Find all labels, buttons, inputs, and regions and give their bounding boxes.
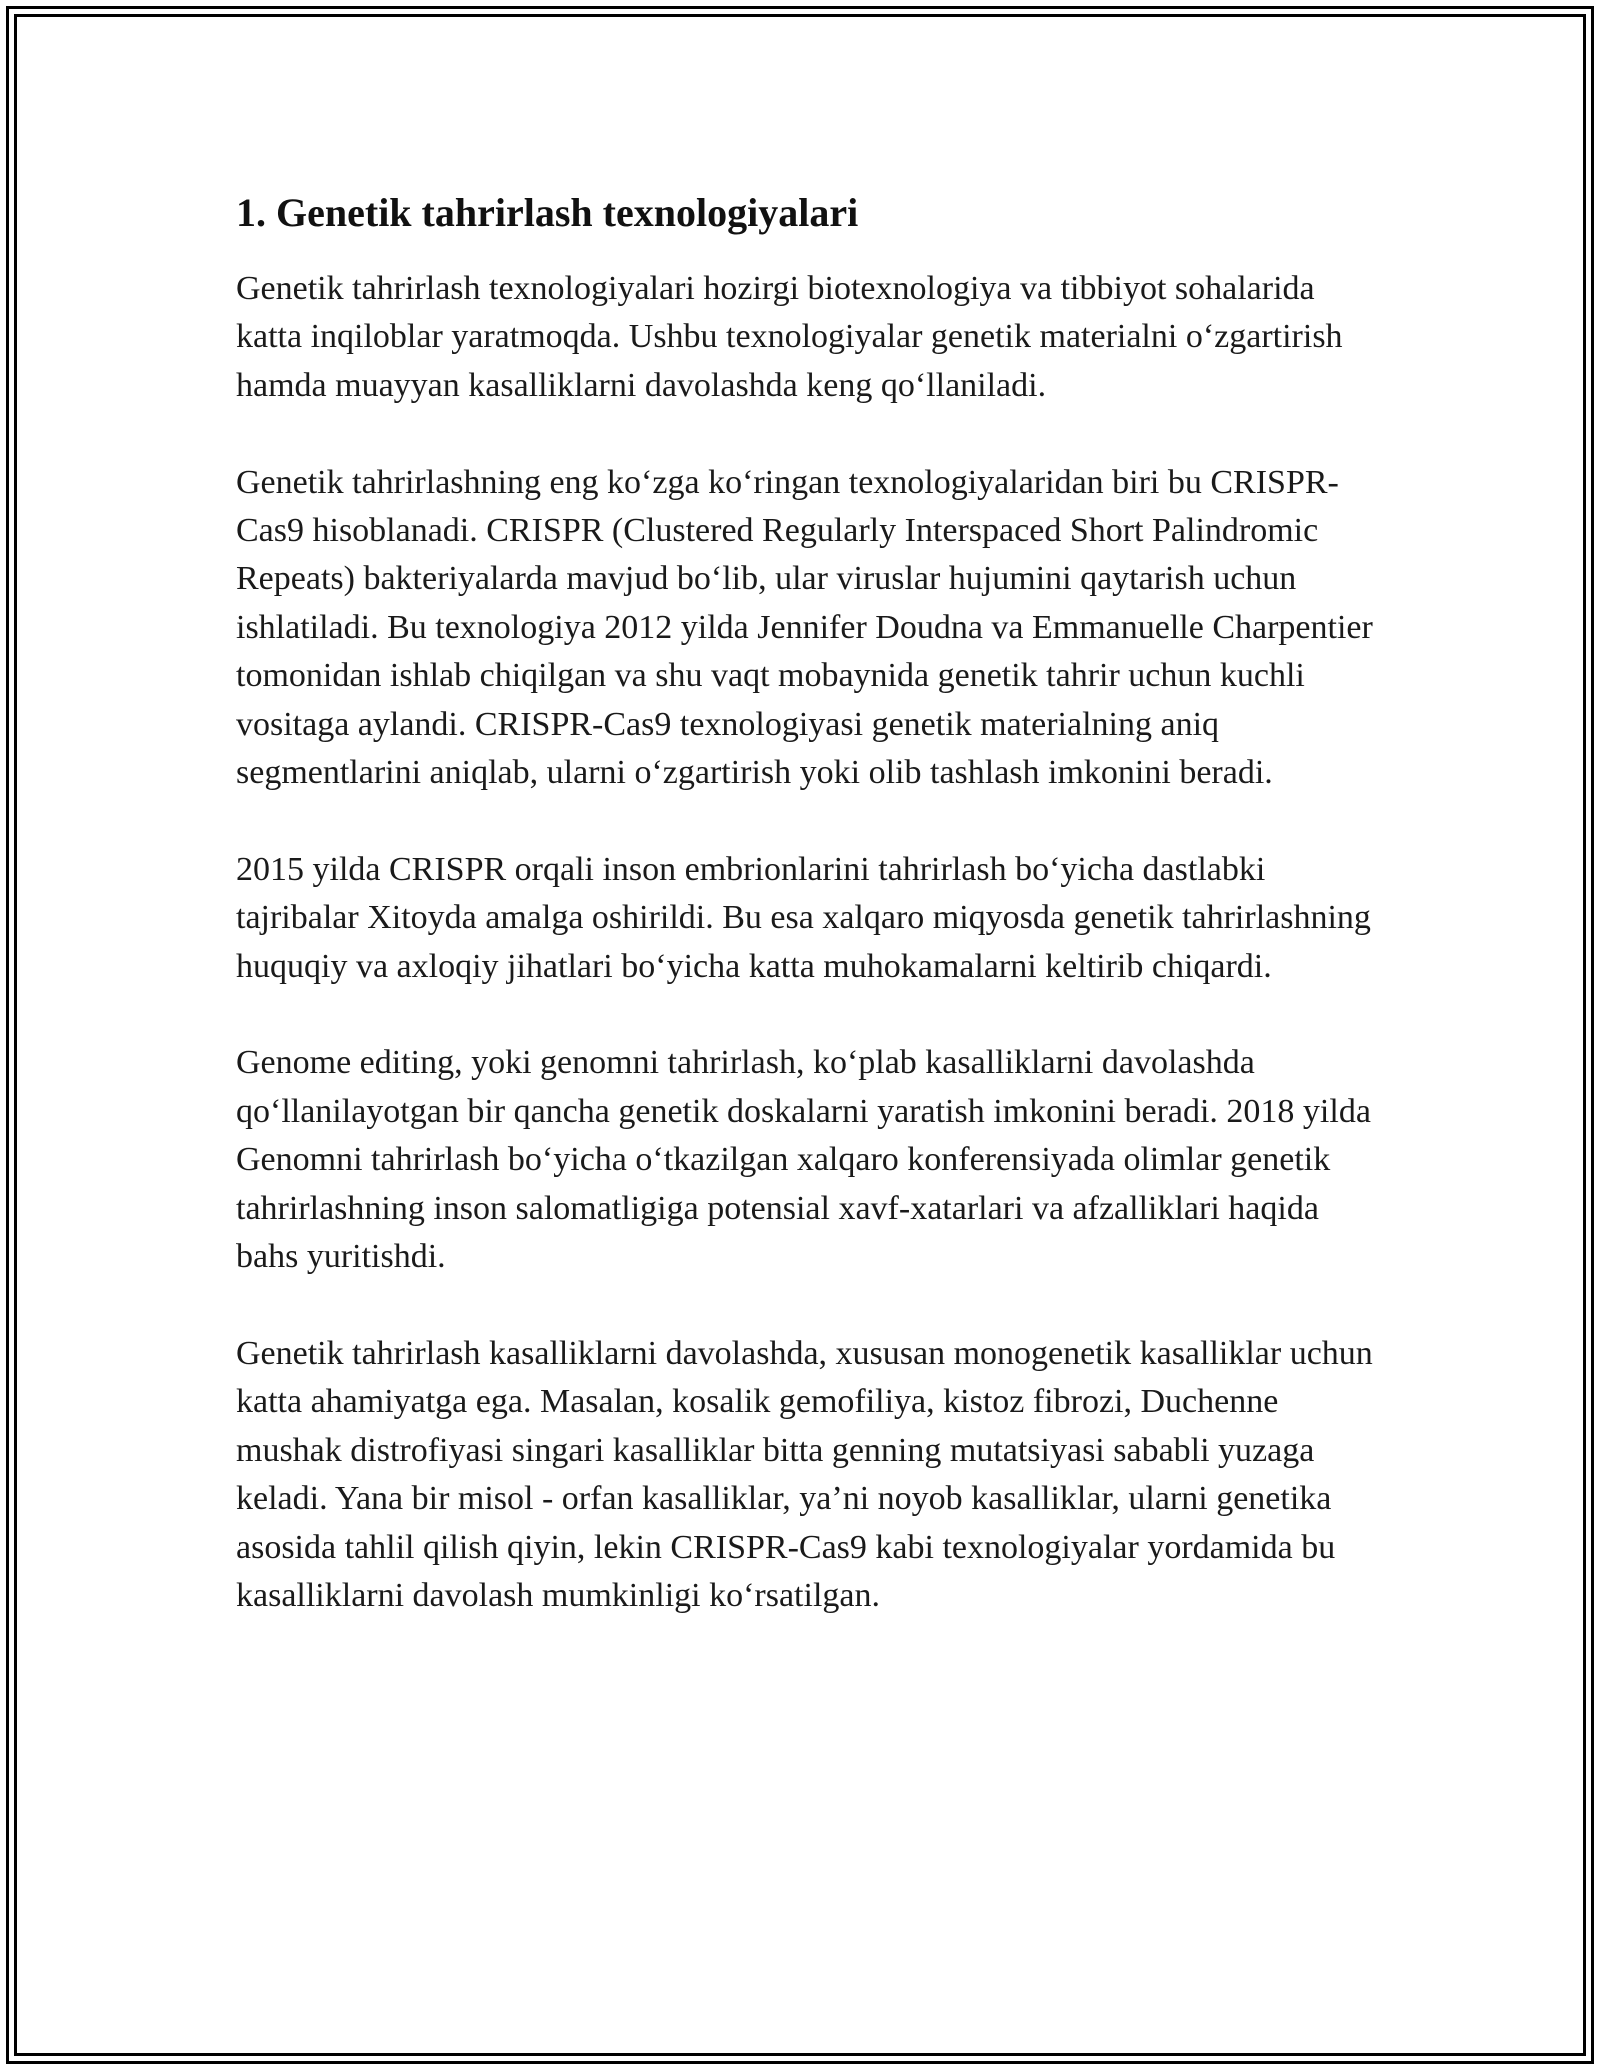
paragraph-genome-editing: Genome editing, yoki genomni tahrirlash, koʻplab kasalliklarni davolashda qoʻllanilayotgan bir qancha genetik doskalarni yaratish imkonini beradi. 2018 yilda Genomni tahrirlash boʻyicha oʻtkazilgan xalqaro konferensiyada olimlar genetik tahrirlashning inson salomatligiga potensial xavf-xatarlari va afzalliklari haqida bahs yuritishdi. [236,1044,1371,1276]
section-heading: 1. Genetik tahrirlash texnologiyalari [236,190,859,235]
paragraph-monogenic-diseases: Genetik tahrirlash kasalliklarni davolashda, xususan monogenetik kasalliklar uchun katta ahamiyatga ega. Masalan, kosalik gemofiliya, kistoz fibrozi, Duchenne mushak distrofiyasi singari kasalliklar bitta genning mutatsiyasi sababli yuzaga keladi. Yana bir misol - orfan kasalliklar, ya’ni noyob kasalliklar, ularni genetika asosida tahlil qilish qiyin, lekin CRISPR-Cas9 kabi texnologiyalar yordamida bu kasalliklarni davolash mumkinligi koʻrsatilgan. [236,1334,1373,1614]
document-body [236,185,1376,1669]
paragraph-intro: Genetik tahrirlash texnologiyalari hozirgi biotexnologiya va tibbiyot sohalarida katta inqiloblar yaratmoqda. Ushbu texnologiyalar genetik materialni oʻzgartirish hamda muayyan kasalliklarni davolashda keng qoʻllaniladi. [236,270,1343,404]
paragraph-crispr: Genetik tahrirlashning eng koʻzga koʻringan texnologiyalaridan biri bu CRISPR-Cas9 hisoblanadi. CRISPR (Clustered Regularly Interspaced Short Palindromic Repeats) bakteriyalarda mavjud boʻlib, ular viruslar hujumini qaytarish uchun ishlatiladi. Bu texnologiya 2012 yilda Jennifer Doudna va Emmanuelle Charpentier tomonidan ishlab chiqilgan va shu vaqt mobaynida genetik tahrir uchun kuchli vositaga aylandi. CRISPR-Cas9 texnologiyasi genetik materialning aniq segmentlarini aniqlab, ularni oʻzgartirish yoki olib tashlash imkonini beradi. [236,463,1373,792]
paragraph-2015-embryos: 2015 yilda CRISPR orqali inson embrionlarini tahrirlash boʻyicha dastlabki tajribalar Xitoyda amalga oshirildi. Bu esa xalqaro miqyosda genetik tahrirlashning huquqiy va axloqiy jihatlari boʻyicha katta muhokamalarni keltirib chiqardi. [236,850,1371,985]
